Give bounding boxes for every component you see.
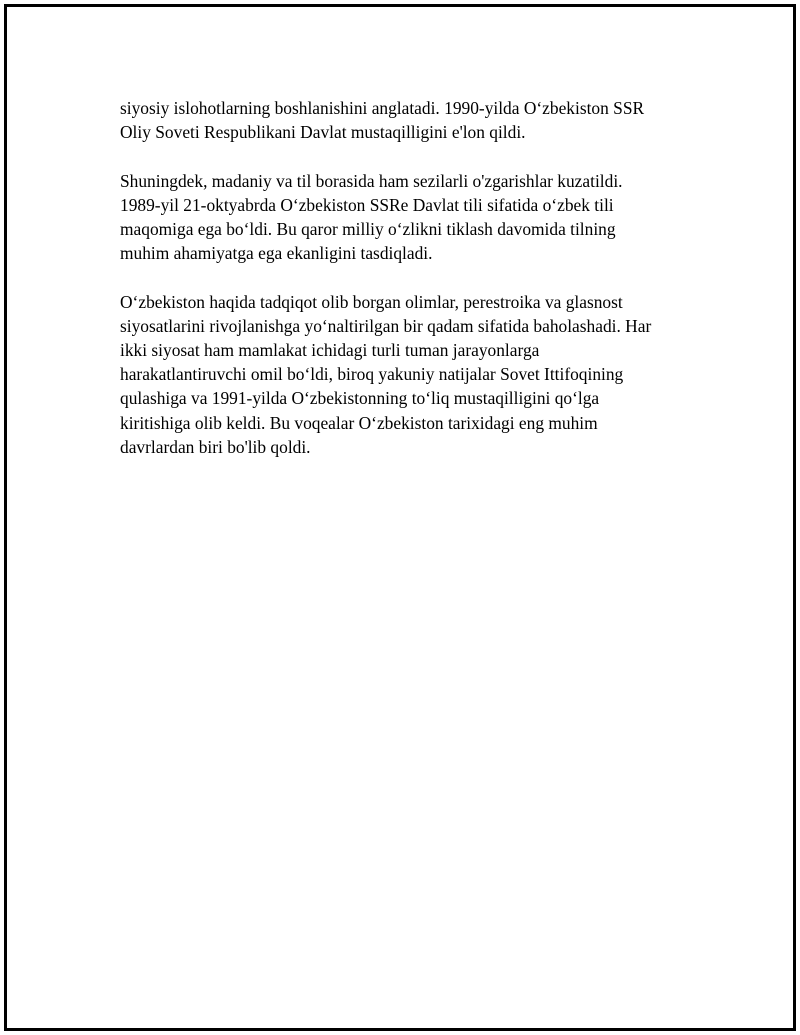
document-body [120,96,690,483]
document-page [4,4,796,1031]
paragraph-language-status: Shuningdek, madaniy va til borasida ham sezilarli o'zgarishlar kuzatildi. 1989-yil 21-oktyabrda O‘zbekiston SSRe Davlat tili sifatida o‘zbek tili maqomiga ega bo‘ldi. Bu qaror milliy o‘zlikni tiklash davomida tilning muhim ahamiyatga ega ekanligini tasdiqladi. [120,170,623,264]
paragraph-perestroika-glasnost: O‘zbekiston haqida tadqiqot olib borgan olimlar, perestroika va glasnost siyosatlarini rivojlanishga yo‘naltirilgan bir qadam sifatida baholashadi. Har ikki siyosat ham mamlakat ichidagi turli tuman jarayonlarga harakatlantiruvchi omil bo‘ldi, biroq yakuniy natijalar Sovet Ittifoqining qulashiga va 1991-yilda O‘zbekistonning to‘liq mustaqilligini qo‘lga kiritishiga olib keldi. Bu voqealar O‘zbekiston tarixidagi eng muhim davrlardan biri bo'lib qoldi. [120,291,652,457]
paragraph-independence: siyosiy islohotlarning boshlanishini anglatadi. 1990-yilda O‘zbekiston SSR Oliy Soveti Respublikani Davlat mustaqilligini e'lon qildi. [120,98,645,143]
